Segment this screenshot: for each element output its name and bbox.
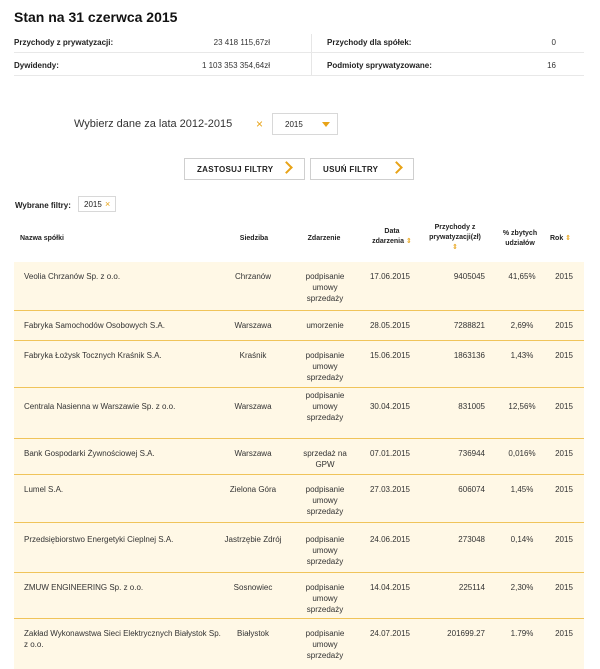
cell-name: Fabryka Łożysk Tocznych Kraśnik S.A.: [24, 351, 162, 360]
cell-seat: Sosnowiec: [233, 583, 273, 592]
cell-year: 2015: [555, 351, 573, 360]
cell-pct: 1,43%: [510, 351, 534, 360]
cell-pct: 0,016%: [508, 449, 536, 458]
remove-filters-button[interactable]: [310, 158, 414, 180]
cell-name: Przedsiębiorstwo Energetyki Cieplnej S.A.: [24, 535, 174, 544]
stats-divider: [311, 34, 312, 76]
company-revenue-label: Przychody dla spółek:: [327, 38, 412, 47]
cell-event: sprzedaż na GPW: [303, 449, 347, 469]
privatized-value: 16: [547, 61, 556, 70]
cell-name: Centrala Nasienna w Warszawie Sp. z o.o.: [24, 402, 176, 411]
cell-pct: 2,69%: [510, 321, 534, 330]
cell-event: podpisanie umowy sprzedaży: [305, 351, 345, 382]
header-revenue-label-2: prywatyzacji(zł): [429, 234, 481, 241]
header-date-label-2: zdarzenia: [372, 238, 405, 245]
cell-date: 28.05.2015: [369, 321, 411, 330]
cell-pct: 0,14%: [510, 535, 534, 544]
cell-name: Zakład Wykonawstwa Sieci Elektrycznych Białystok Sp. z o.o.: [24, 629, 221, 649]
cell-year: 2015: [555, 449, 573, 458]
header-date-sort[interactable]: [362, 227, 422, 247]
header-seat-label: Siedziba: [239, 235, 269, 242]
dividends-label: Dywidendy:: [14, 61, 59, 70]
cell-date: 27.03.2015: [369, 485, 411, 494]
caret-down-icon: [322, 122, 330, 127]
header-pct-label-2: udziałów: [505, 240, 535, 247]
table-row[interactable]: [14, 523, 584, 573]
header-name: [20, 234, 64, 244]
remove-filters-label: USUŃ FILTRY: [323, 165, 379, 174]
apply-filters-button[interactable]: [184, 158, 305, 180]
cell-year: 2015: [555, 535, 573, 544]
cell-date: 07.01.2015: [369, 449, 411, 458]
header-event: [296, 234, 352, 244]
header-revenue-label-1: Przychody z: [434, 224, 476, 231]
cell-date: 30.04.2015: [369, 402, 411, 411]
header-year-sort[interactable]: [550, 234, 571, 244]
cell-date: 24.06.2015: [369, 535, 411, 544]
table-row[interactable]: [14, 388, 584, 439]
stats-bottom-divider: [14, 75, 584, 76]
cell-pct: 1,45%: [510, 485, 534, 494]
remove-chip-icon[interactable]: ×: [105, 199, 111, 209]
privatized-label: Podmioty sprywatyzowane:: [327, 61, 432, 70]
apply-filters-label: ZASTOSUJ FILTRY: [197, 165, 274, 174]
page-title: Stan na 31 czerwca 2015: [14, 9, 178, 25]
cell-event: podpisanie umowy sprzedaży: [305, 583, 345, 614]
cell-year: 2015: [555, 321, 573, 330]
cell-date: 14.04.2015: [369, 583, 411, 592]
table-row[interactable]: [14, 619, 584, 669]
sort-icon: ⇕: [405, 238, 412, 245]
header-revenue-sort[interactable]: [419, 223, 491, 253]
table-row[interactable]: [14, 439, 584, 475]
year-filter-label: Wybierz dane za lata 2012-2015: [74, 118, 233, 130]
year-select-value: 2015: [285, 120, 303, 129]
cell-seat: Jastrzębie Zdrój: [224, 535, 282, 544]
cell-event: podpisanie umowy sprzedaży: [305, 629, 345, 660]
cell-name: Fabryka Samochodów Osobowych S.A.: [24, 321, 165, 330]
year-select[interactable]: [272, 113, 338, 135]
cell-event: podpisanie umowy sprzedaży: [305, 535, 345, 566]
cell-revenue: 606074: [458, 485, 485, 494]
cell-event: umorzenie: [306, 321, 344, 330]
cell-date: 24.07.2015: [369, 629, 411, 638]
cell-seat: Kraśnik: [239, 351, 267, 360]
cell-revenue: 201699.27: [447, 629, 485, 638]
sort-icon: ⇕: [452, 244, 458, 251]
cell-name: ZMUW ENGINEERING Sp. z o.o.: [24, 583, 144, 592]
table-body: [14, 262, 584, 669]
filter-chip: [78, 196, 116, 212]
chosen-filters-label: Wybrane filtry:: [15, 201, 71, 210]
revenue-label: Przychody z prywatyzacji:: [14, 38, 114, 47]
cell-year: 2015: [555, 583, 573, 592]
cell-date: 15.06.2015: [369, 351, 411, 360]
cell-revenue: 225114: [458, 583, 485, 592]
cell-seat: Warszawa: [234, 321, 272, 330]
header-pct: [496, 229, 544, 249]
cell-revenue: 736944: [458, 449, 485, 458]
header-seat: [219, 234, 289, 244]
cell-pct: 1.79%: [510, 629, 534, 638]
stats-row-divider: [14, 52, 584, 53]
cell-revenue: 831005: [458, 402, 485, 411]
cell-revenue: 7288821: [453, 321, 485, 330]
table-row[interactable]: [14, 262, 584, 311]
cell-revenue: 273048: [458, 535, 485, 544]
sort-icon: ⇕: [565, 235, 572, 242]
cell-year: 2015: [555, 402, 573, 411]
cell-name: Bank Gospodarki Żywnościowej S.A.: [24, 449, 155, 458]
revenue-value: 23 418 115,67zł: [213, 38, 270, 47]
cell-seat: Zielona Góra: [229, 485, 277, 494]
cell-pct: 2,30%: [510, 583, 534, 592]
company-revenue-value: 0: [551, 38, 556, 47]
cell-event: podpisanie umowy sprzedaży: [305, 485, 345, 516]
cell-year: 2015: [555, 485, 573, 494]
filter-chip-value: 2015: [84, 200, 102, 209]
cell-date: 17.06.2015: [369, 272, 411, 281]
header-event-label: Zdarzenie: [307, 235, 341, 242]
table-row[interactable]: [14, 573, 584, 619]
cell-year: 2015: [555, 629, 573, 638]
clear-selection-icon[interactable]: ×: [256, 117, 264, 131]
cell-name: Lumel S.A.: [24, 485, 64, 494]
cell-seat: Białystok: [236, 629, 269, 638]
chevron-right-icon: [280, 161, 293, 174]
cell-revenue: 1863136: [453, 351, 485, 360]
cell-year: 2015: [555, 272, 573, 281]
cell-name: Veolia Chrzanów Sp. z o.o.: [24, 272, 121, 281]
header-name-label: Nazwa spółki: [20, 235, 64, 242]
cell-seat: Chrzanów: [234, 272, 271, 281]
cell-event: podpisanie umowy sprzedaży: [305, 391, 345, 422]
header-pct-label-1: % zbytych: [502, 230, 538, 237]
chevron-right-icon: [390, 161, 403, 174]
cell-pct: 41,65%: [508, 272, 536, 281]
header-date-label-1: Data: [384, 228, 400, 235]
table-row[interactable]: [14, 311, 584, 341]
cell-pct: 12,56%: [508, 402, 536, 411]
dividends-value: 1 103 353 354,64zł: [201, 61, 270, 70]
table-row[interactable]: [14, 341, 584, 388]
cell-seat: Warszawa: [234, 402, 272, 411]
table-row[interactable]: [14, 475, 584, 523]
cell-revenue: 9405045: [453, 272, 485, 281]
cell-event: podpisanie umowy sprzedaży: [305, 272, 345, 303]
cell-seat: Warszawa: [234, 449, 272, 458]
header-year-label: Rok: [550, 235, 564, 242]
